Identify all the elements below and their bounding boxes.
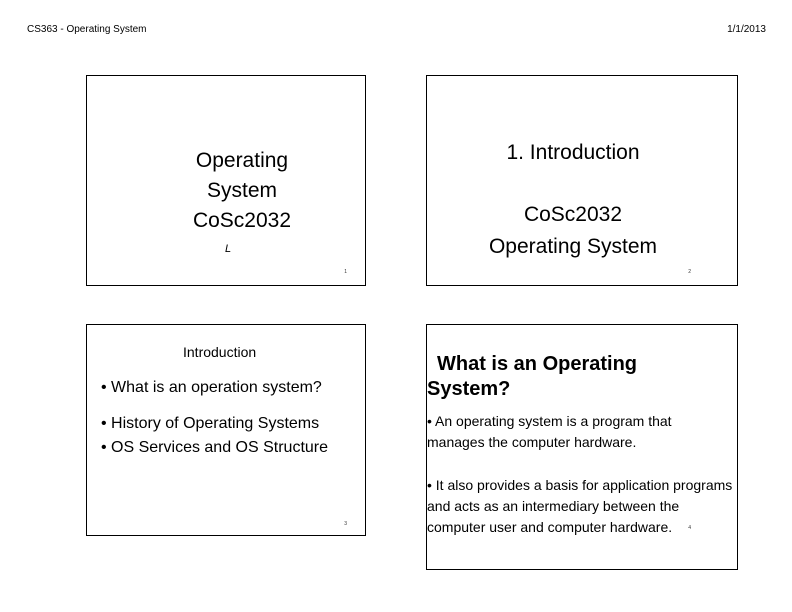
slide-page-number: 2 (688, 269, 691, 275)
slide-2 (426, 75, 738, 286)
slide-1-title-line: System (206, 179, 277, 202)
slide-page-number: 1 (344, 269, 347, 275)
slide-4-title-line: System? (427, 378, 511, 400)
slide-3 (86, 324, 366, 536)
header-course-title: CS363 - Operating System (27, 24, 147, 35)
slide-3-title: Introduction (183, 344, 257, 360)
bullet-item: • What is an operation system? (101, 379, 322, 396)
slide-4-title-line: What is an Operating (437, 353, 638, 375)
slide-1-title-line: Operating (195, 149, 289, 172)
slide-3-bullet-list (101, 379, 328, 457)
slide-2-title: 1. Introduction (506, 141, 640, 164)
slide-4-paragraph: • An operating system is a program that manages the computer hardware. (427, 413, 672, 450)
slide-4 (426, 324, 738, 570)
slide-2-subtitle-line: CoSc2032 (523, 203, 623, 226)
slide-page-number: 4 (688, 525, 691, 531)
slide-page-number: 3 (344, 521, 347, 527)
slide-1-title (87, 146, 397, 236)
bullet-item: • History of Operating Systems (101, 415, 320, 432)
slide-2-subtitle-line: Operating System (488, 235, 658, 258)
header-date: 1/1/2013 (727, 24, 766, 35)
slide-4-paragraph: • It also provides a basis for application programs and acts as an intermediary between the computer user and computer hardware. (427, 477, 733, 535)
slide-2-subtitle (427, 199, 719, 263)
slide-1-title-line: CoSc2032 (192, 209, 292, 232)
slide-1 (86, 75, 366, 286)
slide-1-mark: L (225, 243, 232, 255)
slide-4-title (427, 352, 727, 402)
bullet-item: • OS Services and OS Structure (101, 439, 329, 456)
